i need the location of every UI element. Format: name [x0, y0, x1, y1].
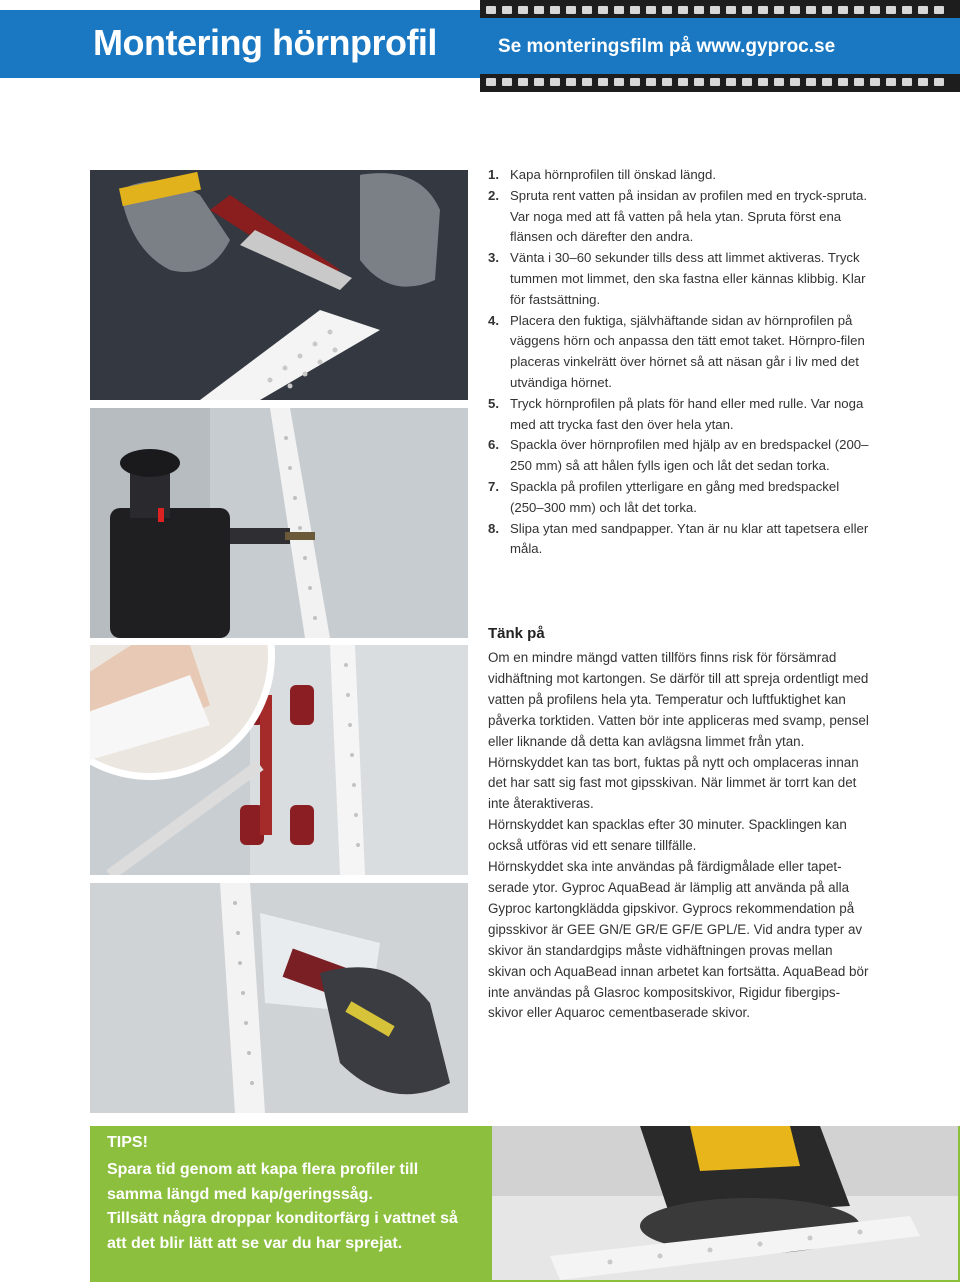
- tips-label: TIPS!: [107, 1134, 148, 1151]
- tips-text: [107, 1158, 477, 1256]
- tips-line: Spara tid genom att kapa flera profiler till samma längd med kap/geringssåg.: [107, 1161, 419, 1203]
- photo-placing-profile: [90, 645, 468, 875]
- photo-miter-saw: [490, 1126, 960, 1282]
- step-item: 3. Vänta i 30–60 sekunder tills dess att limmet aktiveras. Tryck tummen mot limmet, den ska fastna eller kännas klibbig. Klar för fastsättning.: [488, 250, 866, 307]
- film-perforations-top: [480, 6, 960, 16]
- think-paragraph: Hörnskyddet ska inte användas på färdigmålade eller tapet-serade ytor. Gyproc AquaBead är lämplig att använda på alla Gyproc kartongklädda gipskivor. Gyprocs rekommendation på gipsskivor är GEE GN/E GR/E GF/E GPL/E. Vid andra typer av skivor än standardgips måste vidhäftningen provas mellan skivan och AquaBead innan arbetet kan fortsätta. AquaBead bör inte användas på Glasroc kompositskivor, Rigidur fibergips-skivor eller Aquaroc cementbaserade skivor.: [488, 859, 869, 1021]
- step-item: 5. Tryck hörnprofilen på plats för hand eller med rulle. Var noga med att trycka fast den över hela ytan.: [488, 395, 864, 432]
- step-item: 4. Placera den fuktiga, självhäftande sidan av hörnprofilen på väggens hörn och anpassa den tätt emot taket. Hörnpro-filen placeras vinkelrätt över hörnet så att näsan går i liv med det utvändiga hörnet.: [488, 312, 865, 390]
- step-item: 2. Spruta rent vatten på insidan av profilen med en tryck-spruta. Var noga med att få vatten på hela ytan. Spruta först ena flänsen och därefter den andra.: [488, 187, 867, 245]
- think-paragraph: Om en mindre mängd vatten tillförs finns risk för försämrad vidhäftning mot kartongen. Se därför till att spreja ordentligt med vatten på profilens hela yta. Temperatur och luftfuktighet kan påverka torktiden. Vatten bör inte appliceras med svamp, pensel eller liknande då detta kan avlägsna limmet från ytan. Hörnskyddet kan tas bort, fuktas på nytt och omplaceras innan det har satt sig fast mot gipsskivan. När limmet är torrt kan det inte återaktiveras.: [488, 650, 869, 812]
- think-paragraph: Hörnskyddet kan spacklas efter 30 minuter. Spacklingen kan också utföras vid ett senare tillfälle.: [488, 817, 847, 854]
- step-item: 8. Slipa ytan med sandpapper. Ytan är nu klar att tapetsera eller måla.: [488, 520, 869, 557]
- step-item: 1. Kapa hörnprofilen till önskad längd.: [488, 167, 717, 182]
- photo-spraying-water: [90, 408, 468, 638]
- tips-photo-frame: [490, 1126, 960, 1282]
- step-item: 6. Spackla över hörnprofilen med hjälp av en bredspackel (200–250 mm) så att hålen fylls igen och låt det sedan torka.: [488, 437, 869, 474]
- step-item: 7. Spackla på profilen ytterligare en gång med bredspackel (250–300 mm) och låt det torka.: [488, 478, 840, 515]
- think-body: [488, 648, 873, 1024]
- photo-cutting-profile: [90, 170, 468, 400]
- think-heading: Tänk på: [488, 625, 545, 642]
- page-title: Montering hörnprofil: [93, 22, 437, 63]
- instruction-steps: [488, 165, 873, 560]
- photo-spackling-profile: [90, 883, 468, 1113]
- film-perforations-bottom: [480, 78, 960, 88]
- tips-line: Tillsätt några droppar konditorfärg i vattnet så att det blir lätt att se var du har sprejat.: [107, 1210, 458, 1252]
- film-link[interactable]: Se monteringsfilm på www.gyproc.se: [498, 36, 836, 57]
